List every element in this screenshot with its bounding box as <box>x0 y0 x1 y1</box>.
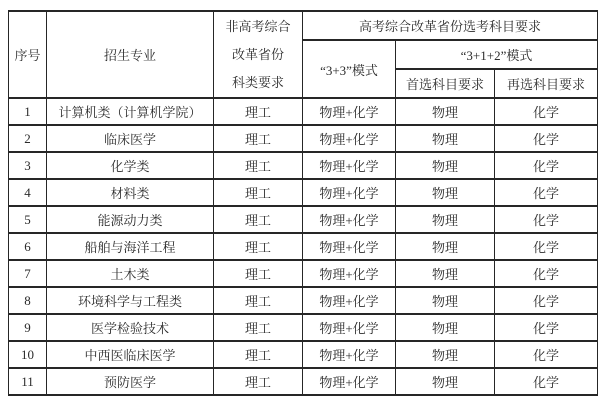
cell-serial: 5 <box>9 206 47 233</box>
cell-serial: 2 <box>9 125 47 152</box>
cell-second-subject: 化学 <box>495 341 598 368</box>
cell-category: 理工 <box>214 314 303 341</box>
header-non-reform-line3: 科类要求 <box>231 74 284 90</box>
cell-mode33: 物理+化学 <box>303 98 396 125</box>
cell-major: 能源动力类 <box>47 206 214 233</box>
cell-mode33: 物理+化学 <box>303 368 396 395</box>
table-row <box>9 341 598 368</box>
cell-serial: 9 <box>9 314 47 341</box>
cell-serial: 3 <box>9 152 47 179</box>
header-major: 招生专业 <box>47 11 214 98</box>
cell-first-subject: 物理 <box>396 233 495 260</box>
header-mode-3-1-2: “3+1+2”模式 <box>396 40 598 69</box>
header-non-reform-line2: 改革省份 <box>231 46 284 62</box>
header-mode-3-3: “3+3”模式 <box>303 40 396 98</box>
cell-first-subject: 物理 <box>396 368 495 395</box>
cell-category: 理工 <box>214 233 303 260</box>
cell-major: 环境科学与工程类 <box>47 287 214 314</box>
cell-second-subject: 化学 <box>495 314 598 341</box>
admission-subject-requirements-table <box>8 10 598 396</box>
cell-second-subject: 化学 <box>495 179 598 206</box>
cell-first-subject: 物理 <box>396 125 495 152</box>
cell-second-subject: 化学 <box>495 98 598 125</box>
table-row <box>9 287 598 314</box>
header-non-reform-line1: 非高考综合 <box>225 18 291 34</box>
cell-second-subject: 化学 <box>495 125 598 152</box>
cell-serial: 8 <box>9 287 47 314</box>
header-row-1 <box>9 11 598 40</box>
cell-category: 理工 <box>214 287 303 314</box>
cell-second-subject: 化学 <box>495 260 598 287</box>
cell-major: 医学检验技术 <box>47 314 214 341</box>
cell-category: 理工 <box>214 368 303 395</box>
cell-second-subject: 化学 <box>495 368 598 395</box>
cell-major: 材料类 <box>47 179 214 206</box>
table-row <box>9 98 598 125</box>
cell-second-subject: 化学 <box>495 233 598 260</box>
cell-second-subject: 化学 <box>495 287 598 314</box>
cell-mode33: 物理+化学 <box>303 125 396 152</box>
cell-mode33: 物理+化学 <box>303 260 396 287</box>
cell-category: 理工 <box>214 341 303 368</box>
cell-major: 化学类 <box>47 152 214 179</box>
cell-major: 计算机类（计算机学院） <box>47 98 214 125</box>
table-row <box>9 233 598 260</box>
cell-mode33: 物理+化学 <box>303 233 396 260</box>
cell-first-subject: 物理 <box>396 98 495 125</box>
cell-major: 中西医临床医学 <box>47 341 214 368</box>
table-row <box>9 260 598 287</box>
cell-serial: 1 <box>9 98 47 125</box>
table-row <box>9 152 598 179</box>
cell-major: 船舶与海洋工程 <box>47 233 214 260</box>
table-row <box>9 179 598 206</box>
cell-serial: 6 <box>9 233 47 260</box>
cell-first-subject: 物理 <box>396 287 495 314</box>
cell-second-subject: 化学 <box>495 206 598 233</box>
cell-serial: 7 <box>9 260 47 287</box>
header-serial: 序号 <box>9 11 47 98</box>
cell-first-subject: 物理 <box>396 314 495 341</box>
cell-first-subject: 物理 <box>396 152 495 179</box>
cell-serial: 4 <box>9 179 47 206</box>
table-row <box>9 314 598 341</box>
cell-category: 理工 <box>214 206 303 233</box>
header-first-choice: 首选科目要求 <box>396 69 495 98</box>
header-second-choice: 再选科目要求 <box>495 69 598 98</box>
header-non-reform-category <box>214 11 303 98</box>
cell-category: 理工 <box>214 125 303 152</box>
cell-serial: 11 <box>9 368 47 395</box>
cell-mode33: 物理+化学 <box>303 179 396 206</box>
cell-mode33: 物理+化学 <box>303 314 396 341</box>
table-row <box>9 206 598 233</box>
cell-mode33: 物理+化学 <box>303 287 396 314</box>
cell-second-subject: 化学 <box>495 152 598 179</box>
cell-mode33: 物理+化学 <box>303 341 396 368</box>
cell-category: 理工 <box>214 260 303 287</box>
cell-category: 理工 <box>214 152 303 179</box>
cell-first-subject: 物理 <box>396 260 495 287</box>
cell-category: 理工 <box>214 179 303 206</box>
header-reform-group: 高考综合改革省份选考科目要求 <box>303 11 598 40</box>
cell-serial: 10 <box>9 341 47 368</box>
table-row <box>9 125 598 152</box>
cell-major: 土木类 <box>47 260 214 287</box>
cell-first-subject: 物理 <box>396 341 495 368</box>
table-row <box>9 368 598 395</box>
cell-category: 理工 <box>214 98 303 125</box>
cell-first-subject: 物理 <box>396 206 495 233</box>
cell-first-subject: 物理 <box>396 179 495 206</box>
cell-mode33: 物理+化学 <box>303 152 396 179</box>
cell-major: 临床医学 <box>47 125 214 152</box>
cell-mode33: 物理+化学 <box>303 206 396 233</box>
cell-major: 预防医学 <box>47 368 214 395</box>
